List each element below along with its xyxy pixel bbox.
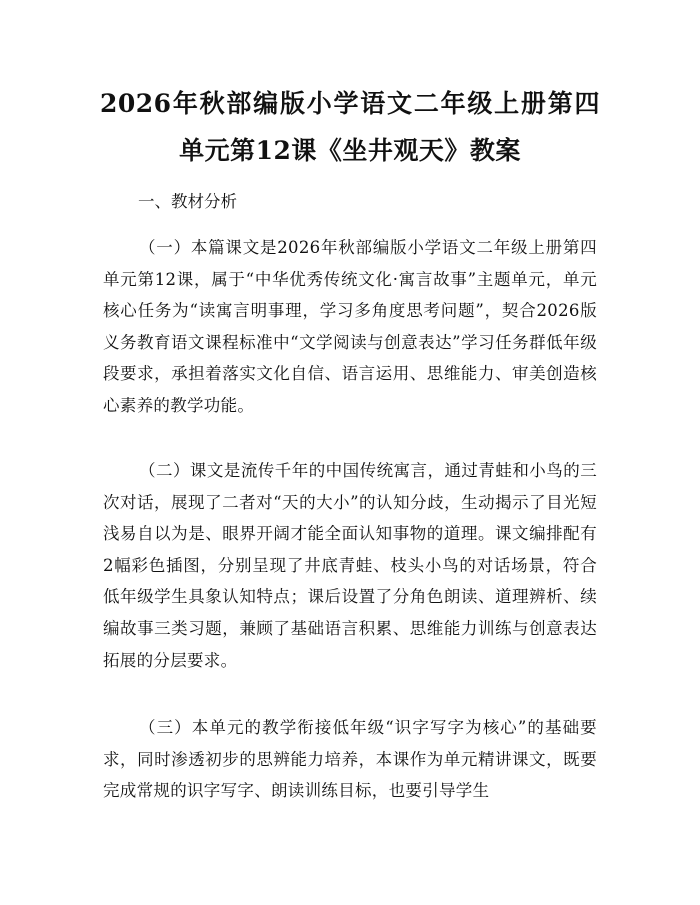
paragraph-1: （一）本篇课文是2026年秋部编版小学语文二年级上册第四单元第12课，属于“中华优秀传统文化·寓言故事”主题单元，单元核心任务为“读寓言明事理，学习多角度思考问题”，契合2026版义务教育语文课程标准中“文学阅读与创意表达”学习任务群低年级段要求，承担着落实文化自信、语言运用、思维能力、审美创造核心素养的教学功能。 <box>103 238 597 415</box>
section-heading: 一、教材分析 <box>138 192 237 211</box>
paragraph-2: （二）课文是流传千年的中国传统寓言，通过青蛙和小鸟的三次对话，展现了二者对“天的大小”的认知分歧，生动揭示了目光短浅易自以为是、眼界开阔才能全面认知事物的道理。课文编排配有2幅彩色插图，分别呈现了井底青蛙、枝头小鸟的对话场景，符合低年级学生具象认知特点；课后设置了分角色朗读、道理辨析、续编故事三类习题，兼顾了基础语言积累、思维能力训练与创意表达拓展的分层要求。 <box>103 461 597 670</box>
document-title: 2026年秋部编版小学语文二年级上册第四单元第12课《坐井观天》教案 <box>100 89 600 165</box>
paragraph-3: （三）本单元的教学衔接低年级“识字写字为核心”的基础要求，同时渗透初步的思辨能力培养，本课作为单元精讲课文，既要完成常规的识字写字、朗读训练目标，也要引导学生 <box>103 718 597 801</box>
